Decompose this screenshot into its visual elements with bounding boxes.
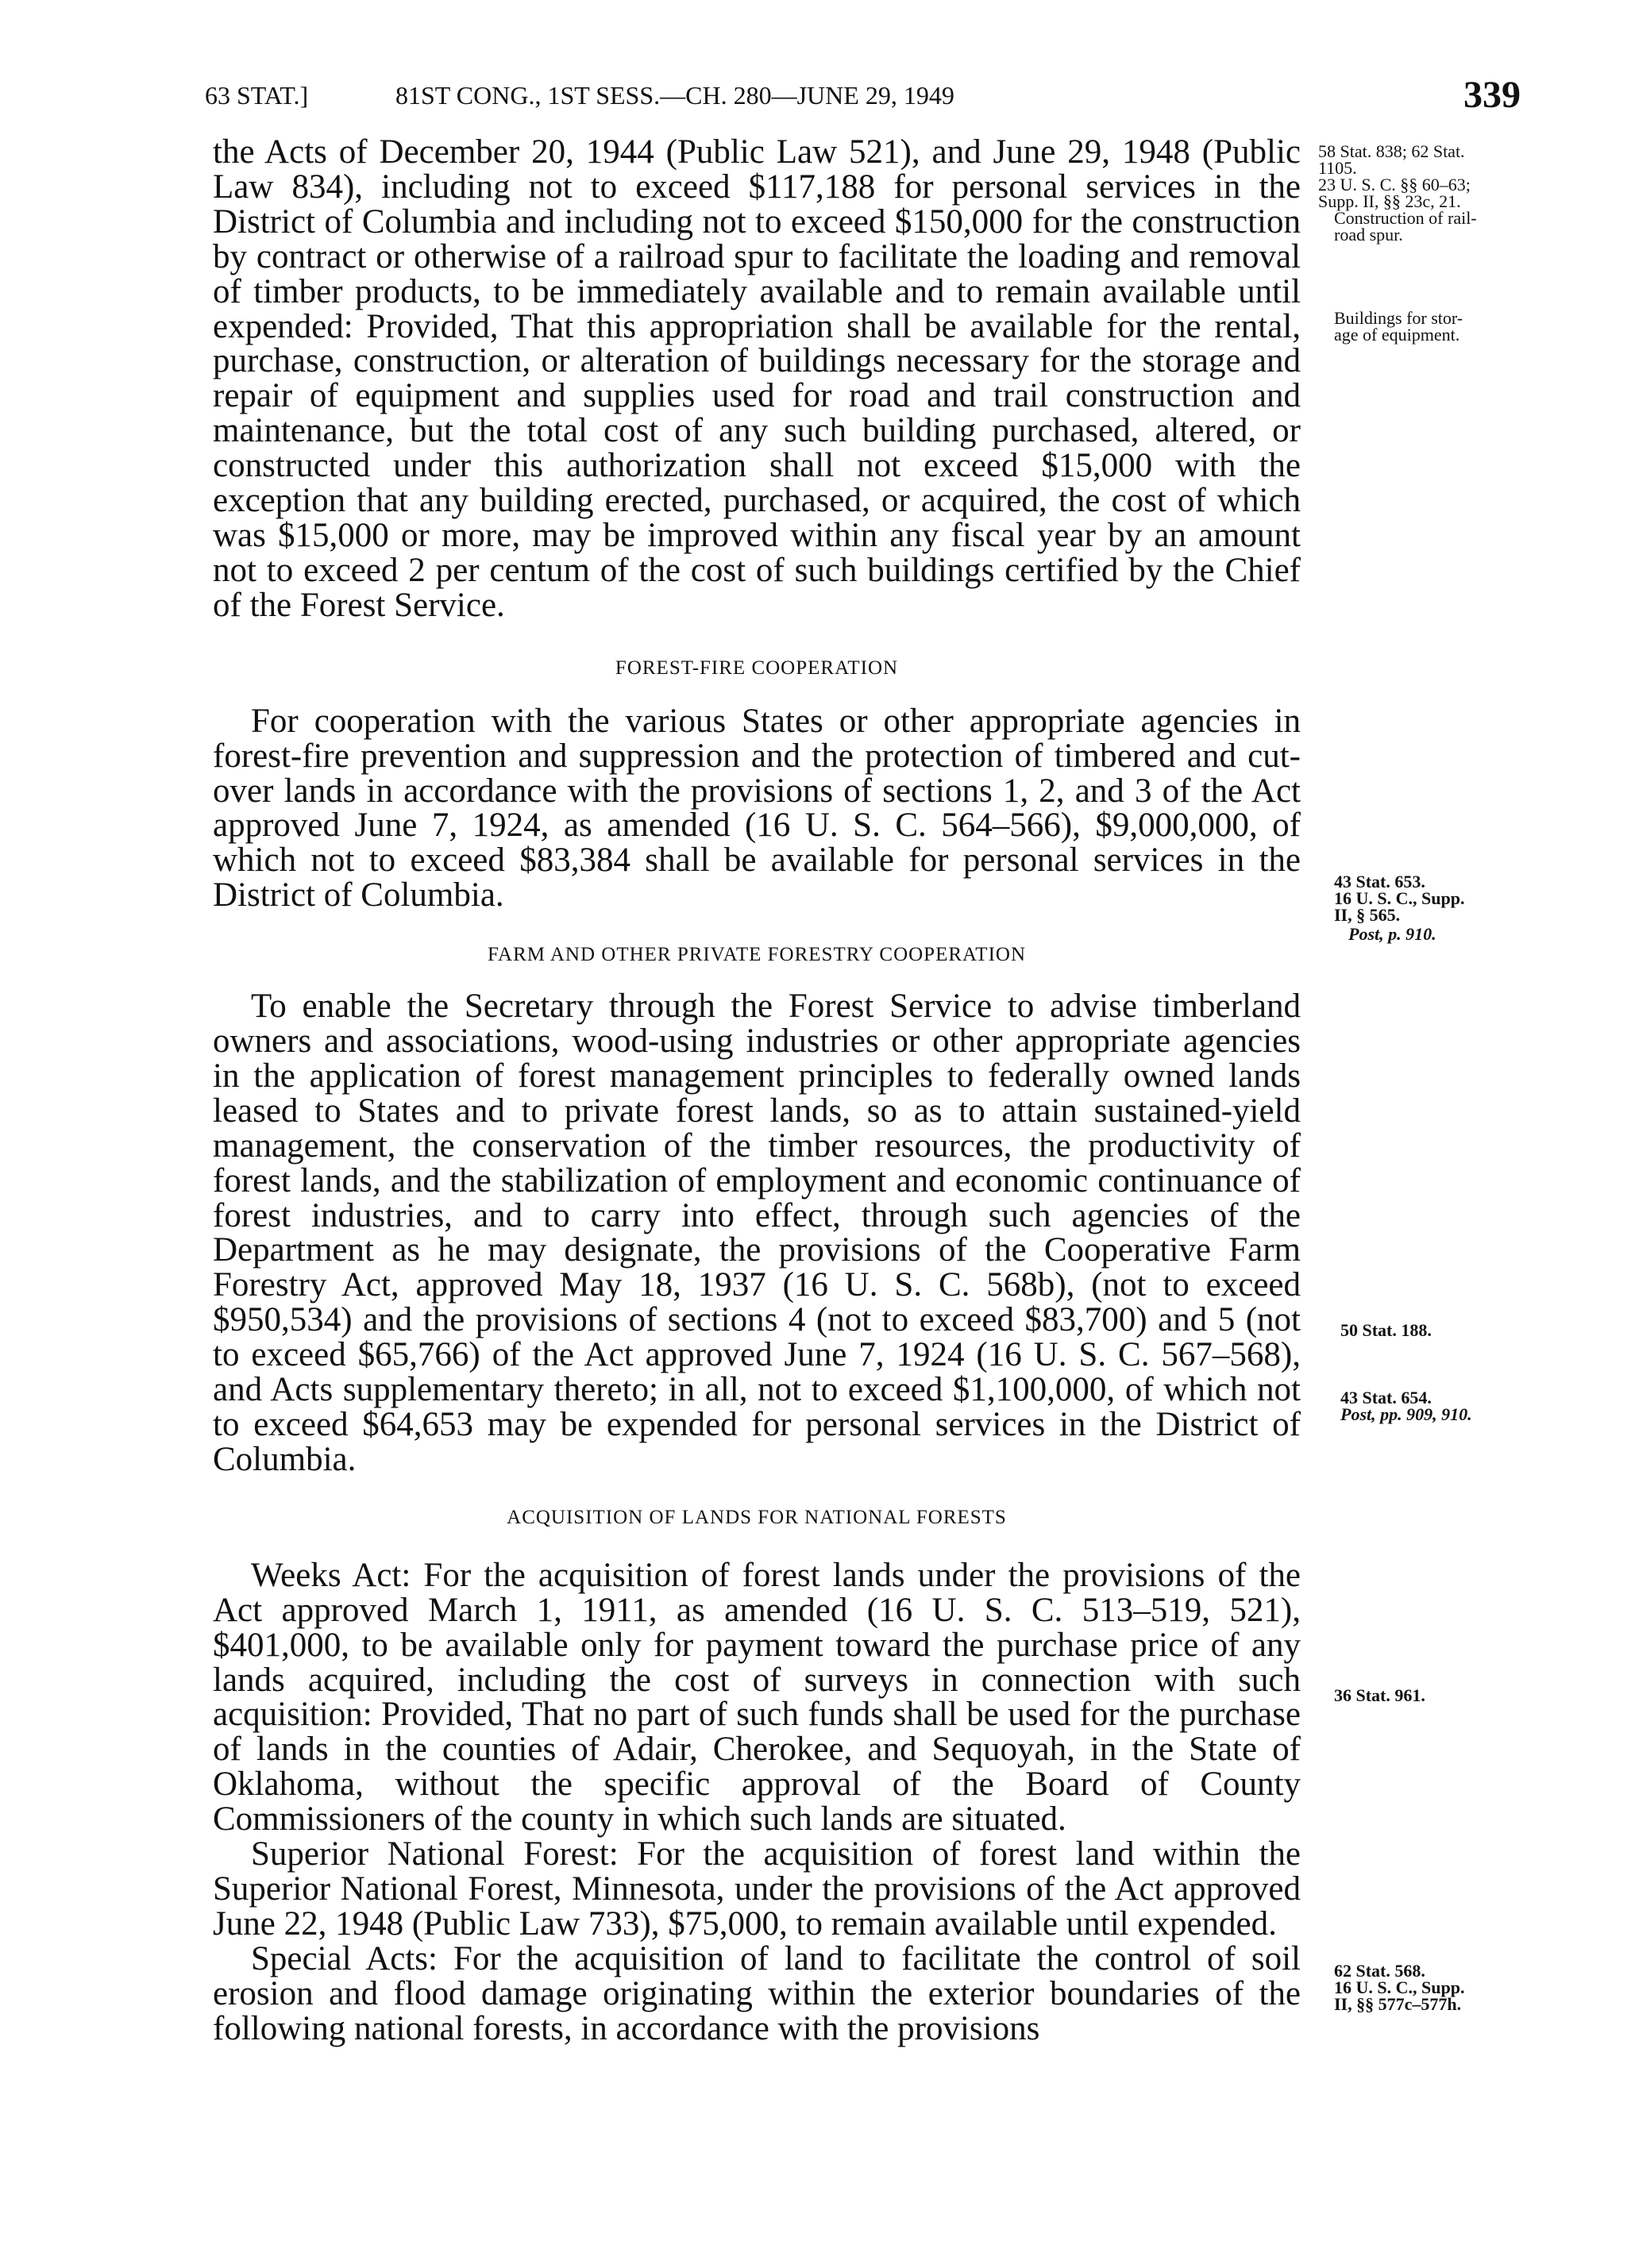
running-head (205, 73, 1555, 121)
volume-label: 63 STAT.] (205, 81, 309, 110)
margin-note-citations: 58 Stat. 838; 62 Stat. 1105. 23 U. S. C. §§ 60–63; Supp. II, §§ 23c, 21. (1318, 141, 1471, 211)
margin-note-62-stat-568: 62 Stat. 568. 16 U. S. C., Supp. II, §§ 577c–577h. (1334, 1961, 1465, 2014)
margin-note-36-stat-961: 36 Stat. 961. (1334, 1685, 1425, 1705)
paragraph-continued: the Acts of December 20, 1944 (Public Law 521), and June 29, 1948 (Public Law 834), including not to exceed $117,188 for personal services in the District of Columbia and including not to exceed $150,000 for the construction by contract or otherwise of a railroad spur to facilitate the loading and removal of timber products, to be immediately available and to remain available until expended: Provided, That this appropriation shall be available for the rental, purchase, construction, or alteration of buildings necessary for the storage and repair of equipment and supplies used for road and trail construction and maintenance, but the total cost of any such building purchased, altered, or constructed under this authorization shall not exceed $15,000 with the exception that any building erected, purchased, or acquired, the cost of which was $15,000 or more, may be improved within any fiscal year by an amount not to exceed 2 per centum of the cost of such buildings certified by the Chief of the Forest Service. (213, 133, 1301, 624)
paragraph-forest-fire: For cooperation with the various States or other appropriate agencies in forest-fire prevention and suppression and the protection of timbered and cut-over lands in accordance with the provisions of sections 1, 2, and 3 of the Act approved June 7, 1924, as amended (16 U. S. C. 564–566), $9,000,000, of which not to exceed $83,384 shall be available for personal services in the District of Columbia. (213, 702, 1301, 915)
session-chapter-line: 81ST CONG., 1ST SESS.—CH. 280—JUNE 29, 1949 (395, 81, 954, 110)
main-text-column (213, 135, 1301, 2047)
margin-note-post-909-910: Post, pp. 909, 910. (1340, 1404, 1472, 1424)
heading-acquisition-of-lands: ACQUISITION OF LANDS FOR NATIONAL FORESTS (507, 1506, 1007, 1528)
paragraph-special-acts: Special Acts: For the acquisition of land to facilitate the control of soil erosion and flood damage originating within the exterior boundaries of the following national forests, in accordance with the provisions (213, 1939, 1301, 2047)
heading-forest-fire-cooperation: FOREST-FIRE COOPERATION (615, 657, 899, 679)
paragraph-weeks-act: Weeks Act: For the acquisition of forest lands under the provisions of the Act approved March 1, 1911, as amended (16 U. S. C. 513–519, 521), $401,000, to be available only for payment toward the purchase price of any lands acquired, including the cost of surveys in connection with such acquisition: Provided, That no part of such funds shall be used for the purchase of lands in the counties of Adair, Cherokee, and Sequoyah, in the State of Oklahoma, without the specific approval of the Board of County Commissioners of the county in which such lands are situated. (213, 1556, 1301, 1839)
margin-note-buildings-storage: Buildings for stor- age of equipment. (1334, 308, 1463, 345)
margin-note-railroad-spur: Construction of rail- road spur. (1334, 208, 1477, 245)
margin-note-43-stat-654: 43 Stat. 654. (1340, 1388, 1432, 1407)
heading-farm-forestry-cooperation: FARM AND OTHER PRIVATE FORESTRY COOPERATION (487, 944, 1027, 966)
margin-note-post-910: Post, p. 910. (1348, 924, 1436, 944)
margin-note-50-stat-188: 50 Stat. 188. (1340, 1320, 1432, 1340)
page-number: 339 (1463, 74, 1521, 116)
margin-note-43-stat-653: 43 Stat. 653. 16 U. S. C., Supp. II, § 565. (1334, 872, 1465, 925)
paragraph-farm-forestry: To enable the Secretary through the Forest Service to advise timberland owners and associations, wood-using industries or other appropriate agencies in the application of forest management principles to federally owned lands leased to States and to private forest lands, so as to attain sustained-yield management, the conservation of the timber resources, the productivity of forest lands, and the stabilization of employment and economic continuance of forest industries, and to carry into effect, through such agencies of the Department as he may designate, the provisions of the Cooperative Farm Forestry Act, approved May 18, 1937 (16 U. S. C. 568b), (not to exceed $950,534) and the provisions of sections 4 (not to exceed $83,700) and 5 (not to exceed $65,766) of the Act approved June 7, 1924 (16 U. S. C. 567–568), and Acts supplementary thereto; in all, not to exceed $1,100,000, of which not to exceed $64,653 may be expended for personal services in the District of Columbia. (213, 988, 1301, 1478)
paragraph-superior-national-forest: Superior National Forest: For the acquisition of forest land within the Superior National Forest, Minnesota, under the provisions of the Act approved June 22, 1948 (Public Law 733), $75,000, to remain available until expended. (213, 1835, 1301, 1943)
